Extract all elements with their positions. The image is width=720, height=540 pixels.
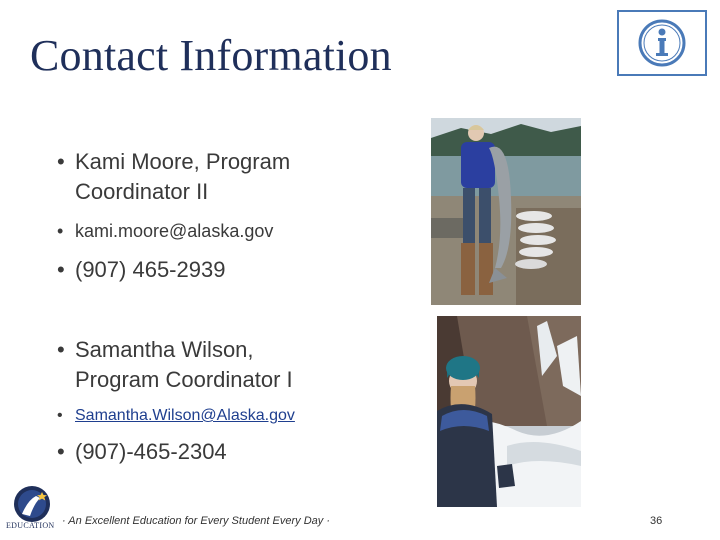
photo-kami-moore [431, 118, 581, 305]
slide-title: Contact Information [30, 31, 392, 80]
contact-1-phone: • (907) 465-2939 [57, 257, 226, 282]
page-number: 36 [650, 515, 663, 527]
photo-samantha-wilson [437, 316, 581, 507]
contact-2-phone: • (907)-465-2304 [57, 439, 227, 464]
info-icon [637, 17, 687, 69]
email-link[interactable]: Samantha.Wilson@Alaska.gov [75, 407, 295, 424]
footer-tagline: · An Excellent Education for Every Student Every Day · [62, 515, 330, 527]
info-button[interactable] [617, 10, 707, 76]
contact-2-email: • Samantha.Wilson@Alaska.gov [57, 401, 417, 431]
contact-2-name: • Samantha Wilson, Program Coordinator I [57, 337, 293, 392]
contact-1-name: • Kami Moore, Program Coordinator II [57, 149, 291, 204]
contact-1-email: • kami.moore@alaska.gov [57, 221, 274, 241]
logo-text: EDUCATION [6, 521, 55, 530]
